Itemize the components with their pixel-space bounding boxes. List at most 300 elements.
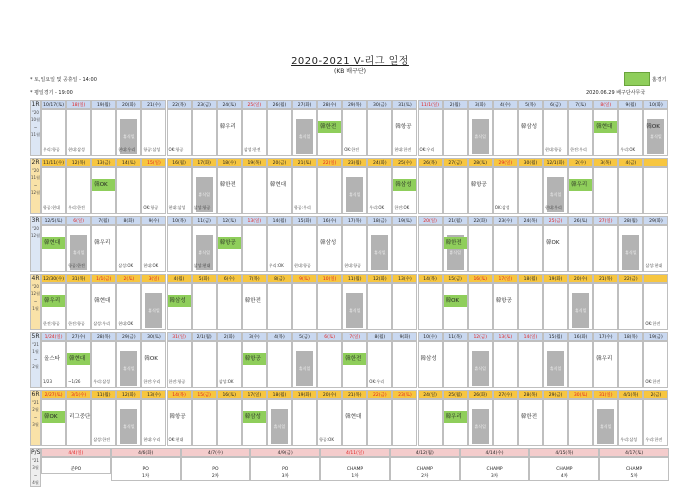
- schedule-day-cell: [192, 109, 217, 156]
- other-match: 현대:삼성: [68, 147, 85, 152]
- date-header: 25(일): [242, 100, 267, 109]
- date-header: 9(수): [141, 216, 166, 225]
- round-period: ~: [33, 183, 38, 188]
- other-match: 항공:한전: [68, 263, 85, 268]
- date-header: 12/5(토): [41, 216, 66, 225]
- date-header: 8(일): [593, 100, 618, 109]
- other-match: OK:삼성: [494, 205, 510, 210]
- date-header: 14(목): [418, 274, 443, 283]
- schedule-day-cell: [518, 283, 543, 330]
- round-period: ~: [33, 299, 38, 304]
- date-header: 21(월): [443, 216, 468, 225]
- round-period: ~: [33, 415, 38, 420]
- rest-day-marker: 휴식일: [70, 235, 87, 270]
- note-weekend-time: * 토,일요일 및 공휴일 - 14:00: [30, 77, 97, 83]
- other-match: 우리:OK: [620, 147, 636, 152]
- date-header: 1/24(일): [41, 332, 66, 341]
- date-header: 14(토): [116, 158, 141, 167]
- opponent-team: 韓현대: [269, 182, 287, 188]
- rest-day-marker: 휴식일: [296, 351, 313, 386]
- opponent-team: 韓항공: [470, 182, 487, 188]
- schedule-day-cell: [292, 283, 317, 330]
- date-header: 10/17(토): [41, 100, 66, 109]
- opponent-team: 韓현대: [44, 240, 61, 246]
- other-match: OK:항공: [168, 147, 184, 152]
- schedule-day-cell: [443, 167, 468, 214]
- date-header: 21(수): [141, 100, 166, 109]
- date-header: [643, 274, 668, 283]
- note-weekday-time: * 평일경기 - 19:00: [30, 90, 73, 96]
- opponent-team: 韓항공: [244, 356, 261, 362]
- postseason-game: [390, 457, 460, 481]
- round-period: ~: [33, 357, 38, 362]
- date-header: 29(일): [493, 158, 518, 167]
- other-match: 항공:현대: [43, 205, 60, 210]
- date-header: 5(목): [518, 100, 543, 109]
- date-header: 23(수): [493, 216, 518, 225]
- other-match: 삼성:항공: [193, 205, 211, 210]
- date-header: 13(수): [141, 390, 166, 399]
- round-period: ~: [33, 125, 38, 130]
- round-period: 11월: [31, 132, 40, 137]
- other-match: 삼성:우리: [93, 321, 110, 326]
- postseason-game-label: CHAMP: [626, 467, 643, 472]
- schedule-day-cell: [267, 341, 292, 388]
- opponent-team: 韓우리: [596, 356, 613, 362]
- schedule-day-cell: [167, 225, 192, 272]
- schedule-day-cell: [267, 109, 292, 156]
- date-header: 8(화): [116, 216, 141, 225]
- date-header: [643, 158, 668, 167]
- round-period: 1월: [32, 349, 39, 354]
- rest-day-marker: 휴식일: [547, 351, 564, 386]
- opponent-team: 韓항공: [395, 124, 412, 130]
- date-header: 2(토): [116, 274, 141, 283]
- rest-day-marker: 휴식일: [120, 409, 137, 444]
- date-header: 12(화): [116, 390, 141, 399]
- schedule-day-cell: [392, 225, 417, 272]
- rest-day-marker: 휴식일: [346, 177, 363, 212]
- rest-day-marker: 휴식일: [120, 351, 137, 386]
- date-header: 27(수): [493, 390, 518, 399]
- schedule-day-cell: [392, 341, 417, 388]
- date-header: 20(수): [317, 390, 342, 399]
- opponent-team: 韓한전: [345, 356, 362, 362]
- schedule-day-cell: [468, 167, 493, 214]
- date-header: 13(금): [91, 158, 116, 167]
- schedule-day-cell: [342, 399, 367, 446]
- other-match: 현대:한전: [394, 147, 412, 152]
- date-header: 9(월): [618, 100, 643, 109]
- date-header: 28(수): [317, 100, 342, 109]
- rest-day-marker: 휴식일: [145, 293, 162, 328]
- date-header: 4(월): [167, 274, 192, 283]
- postseason-game: [181, 457, 251, 481]
- postseason-date: 4/4(일): [41, 448, 111, 457]
- date-header: 11/1(일): [418, 100, 443, 109]
- schedule-day-cell: [543, 225, 568, 272]
- postseason-game-label: PO: [282, 467, 289, 472]
- schedule-day-cell: [518, 225, 543, 272]
- other-match: 우리:삼성: [620, 437, 638, 442]
- schedule-day-cell: [593, 341, 618, 388]
- postseason-label: P/S "21 3월 ~ 4월: [31, 449, 41, 485]
- date-header: 18(수): [217, 158, 242, 167]
- other-match: 우리:OK: [369, 205, 385, 210]
- schedule-day-cell: [242, 167, 267, 214]
- opponent-team: 韓한전: [445, 240, 462, 246]
- date-header: 31(일): [593, 390, 618, 399]
- schedule-day-cell: [91, 109, 116, 156]
- opponent-team: 韓OK: [44, 414, 58, 420]
- schedule-day-cell: [443, 109, 468, 156]
- date-header: 7(목): [242, 274, 267, 283]
- date-header: 12(토): [217, 216, 242, 225]
- postseason-date: 4/14(수): [460, 448, 530, 457]
- round-period: "21: [32, 400, 39, 405]
- date-header: 9(토): [292, 274, 317, 283]
- other-match: 현대:우리: [118, 147, 136, 152]
- date-header: 29(금): [116, 332, 141, 341]
- schedule-day-cell: [292, 399, 317, 446]
- date-header: 15(금): [192, 390, 217, 399]
- round-label: 5R "21 1월 ~ 2월: [30, 332, 41, 388]
- other-match: 삼성:OK: [118, 263, 134, 268]
- opponent-team: 韓삼성: [169, 298, 186, 304]
- other-match: OK:한전: [344, 147, 360, 152]
- opponent-team: 韓현대: [69, 356, 86, 362]
- date-header: 11(금): [192, 216, 217, 225]
- date-header: 30(토): [568, 390, 593, 399]
- schedule-day-cell: [418, 167, 443, 214]
- other-match: 현대:삼성: [168, 205, 186, 210]
- date-header: 13(토): [493, 332, 518, 341]
- date-header: 31(목): [66, 274, 91, 283]
- other-match: 우리:OK: [268, 263, 284, 268]
- schedule-day-cell: [267, 167, 292, 214]
- opponent-team: 韓우리: [94, 240, 111, 246]
- date-header: 11(월): [342, 274, 367, 283]
- schedule-day-cell: [543, 399, 568, 446]
- postseason-period: "21: [32, 458, 39, 463]
- schedule-day-cell: [593, 225, 618, 272]
- schedule-day-cell: [418, 341, 443, 388]
- date-header: 12/1(화): [543, 158, 568, 167]
- other-match: OK:우리: [369, 379, 385, 384]
- date-header: 7(월): [91, 216, 116, 225]
- date-header: 27(일): [593, 216, 618, 225]
- schedule-day-cell: [493, 341, 518, 388]
- postseason-game: [250, 457, 320, 481]
- rest-day-marker: 휴식일: [472, 119, 489, 154]
- schedule-day-cell: [217, 399, 242, 446]
- other-match: 삼성:OK: [218, 379, 234, 384]
- date-header: 1/1(금): [91, 274, 116, 283]
- postseason-game-label: CHAMP: [416, 467, 433, 472]
- date-header: 22(목): [167, 100, 192, 109]
- postseason-date: 4/6(화): [111, 448, 181, 457]
- date-header: 23(금): [192, 100, 217, 109]
- postseason-date: 4/17(토): [599, 448, 669, 457]
- postseason-game-label: 1차: [351, 474, 359, 479]
- postseason-game-label: 2차: [421, 474, 429, 479]
- schedule-day-cell: [518, 109, 543, 156]
- schedule-day-cell: [518, 167, 543, 214]
- other-match: OK:한전: [645, 379, 661, 384]
- other-match: 우리:한전: [68, 205, 85, 210]
- date-header: 10(목): [167, 216, 192, 225]
- other-match: 항공:삼성: [143, 147, 161, 152]
- opponent-team: 韓우리: [571, 182, 588, 188]
- schedule-day-cell: [493, 283, 518, 330]
- other-match: 현대:항공: [294, 263, 311, 268]
- date-header: 17(화): [192, 158, 217, 167]
- date-header: 8(금): [267, 274, 292, 283]
- schedule-day-cell: [192, 283, 217, 330]
- page-title: 2020-2021 V-리그 일정: [291, 56, 409, 67]
- schedule-day-cell: [367, 283, 392, 330]
- other-match: 항공:우리: [294, 205, 311, 210]
- rest-day-marker: 휴식일: [472, 351, 489, 386]
- opponent-team: 리그중단: [69, 414, 91, 420]
- opponent-team: 韓우리: [219, 124, 236, 130]
- date-header: 20(금): [267, 158, 292, 167]
- opponent-team: 韓삼성: [395, 182, 412, 188]
- schedule-day-cell: [518, 399, 543, 446]
- opponent-team: 韓삼성: [520, 124, 538, 130]
- rest-day-marker: 휴식일: [622, 235, 639, 270]
- legend-home-label: 홈경기: [652, 77, 667, 83]
- date-header: 31(토): [392, 100, 417, 109]
- round-label: 1R "20 10월 ~ 11월: [30, 100, 41, 156]
- date-header: 4(수): [493, 100, 518, 109]
- other-match: 우리:항공: [43, 147, 60, 152]
- schedule-day-cell: [66, 399, 91, 446]
- postseason-game-label: 준PO: [70, 467, 82, 472]
- date-header: 22(금): [367, 390, 392, 399]
- schedule-day-cell: [317, 167, 342, 214]
- date-header: 21(목): [342, 390, 367, 399]
- schedule-day-cell: [618, 283, 643, 330]
- opponent-team: 韓항공: [169, 414, 186, 420]
- schedule-grid: [30, 100, 669, 485]
- round-period: "20: [32, 226, 39, 231]
- date-header: 6(수): [217, 274, 242, 283]
- rest-day-marker: 휴식일: [572, 293, 589, 328]
- postseason-period: 3월: [32, 465, 39, 470]
- date-header: 17(수): [593, 332, 618, 341]
- date-header: 19(월): [91, 100, 116, 109]
- postseason-game-label: CHAMP: [486, 467, 503, 472]
- date-header: 25(금): [543, 216, 568, 225]
- rest-day-marker: 휴식일: [371, 235, 388, 270]
- date-header: 19(화): [543, 274, 568, 283]
- date-header: 17(일): [242, 390, 267, 399]
- date-header: 23(월): [342, 158, 367, 167]
- date-header: 19(목): [242, 158, 267, 167]
- other-match: 삼성:현대: [645, 263, 663, 268]
- date-header: 25(월): [443, 390, 468, 399]
- postseason-date: 4/7(수): [181, 448, 251, 457]
- date-header: 3(화): [468, 100, 493, 109]
- schedule-day-cell: [418, 399, 443, 446]
- date-header: 15(월): [543, 332, 568, 341]
- date-header: 10(일): [317, 274, 342, 283]
- legend-home-swatch: [624, 72, 650, 86]
- round-label: 3R "20 12월: [30, 216, 41, 272]
- date-header: 19(금): [643, 332, 668, 341]
- postseason-game: [41, 457, 111, 474]
- date-header: 29(목): [342, 100, 367, 109]
- date-header: 28(월): [618, 216, 643, 225]
- opponent-team: 韓현대: [94, 298, 111, 304]
- schedule-day-cell: [468, 225, 493, 272]
- date-header: 2(월): [443, 100, 468, 109]
- other-match: 현대:OK: [143, 263, 159, 268]
- schedule-day-cell: [493, 109, 518, 156]
- schedule-day-cell: [217, 109, 242, 156]
- round-period: 11월: [31, 175, 40, 180]
- round-label: 2R "20 11월 ~ 12월: [30, 158, 41, 214]
- round-period: 2월: [32, 407, 39, 412]
- opponent-team: 韓삼성: [420, 356, 437, 362]
- opponent-team: 韓OK: [144, 356, 158, 362]
- date-header: 10(화): [643, 100, 668, 109]
- rest-day-marker: 휴식일: [447, 235, 464, 270]
- date-header: 6(금): [543, 100, 568, 109]
- rest-day-marker: 휴식일: [597, 409, 614, 444]
- date-header: 4/1(목): [618, 390, 643, 399]
- date-header: 12(목): [66, 158, 91, 167]
- date-header: 18(일): [66, 100, 91, 109]
- rest-day-marker: 휴식일: [120, 119, 137, 154]
- other-match: 한전:항공: [68, 321, 85, 326]
- opponent-team: 韓현대: [345, 414, 362, 420]
- date-header: 24(토): [217, 100, 242, 109]
- rest-day-marker: 휴식일: [472, 409, 489, 444]
- postseason-game-label: 5차: [630, 474, 638, 479]
- other-match: 우리:삼성: [93, 379, 110, 384]
- date-header: 16(화): [568, 332, 593, 341]
- date-header: 14(월): [267, 216, 292, 225]
- date-header: 11(월): [91, 390, 116, 399]
- other-match: 삼성:현대: [193, 263, 211, 268]
- date-header: 6(토): [317, 332, 342, 341]
- date-header: 18(금): [367, 216, 392, 225]
- postseason-date: 4/15(목): [529, 448, 599, 457]
- date-header: 22(금): [618, 274, 643, 283]
- date-header: 27(금): [443, 158, 468, 167]
- rest-day-marker: 휴식일: [647, 119, 664, 154]
- schedule-day-cell: [317, 225, 342, 272]
- other-match: OK:한전: [645, 321, 661, 326]
- date-header: 26(화): [468, 390, 493, 399]
- date-header: 8(월): [367, 332, 392, 341]
- postseason-game: [320, 457, 390, 481]
- date-header: 3(목): [593, 158, 618, 167]
- date-header: 15(화): [292, 216, 317, 225]
- date-header: 10(수): [418, 332, 443, 341]
- other-match: 현대:우리: [545, 205, 562, 210]
- opponent-team: 韓삼성: [320, 240, 337, 246]
- round-period: "20: [32, 110, 39, 115]
- opponent-team: 韓OK: [546, 240, 560, 246]
- postseason-game-label: 1차: [142, 474, 150, 479]
- other-match: OK:항공: [143, 205, 159, 210]
- opponent-team: 韓OK: [94, 182, 108, 188]
- rest-day-marker: 휴식일: [296, 119, 313, 154]
- schedule-day-cell: [568, 399, 593, 446]
- schedule-day-cell: [618, 341, 643, 388]
- schedule-day-cell: [217, 283, 242, 330]
- other-match: 우리:한전: [645, 437, 663, 442]
- schedule-day-cell: [392, 399, 417, 446]
- date-header: 9(화): [392, 332, 417, 341]
- round-period: 1월: [32, 306, 39, 311]
- date-header: 31(일): [167, 332, 192, 341]
- schedule-day-cell: [518, 341, 543, 388]
- date-header: 20(일): [418, 216, 443, 225]
- postseason-date: 4/9(금): [250, 448, 320, 457]
- other-match: 현대:항공: [545, 147, 562, 152]
- opponent-team: 韓항공: [495, 298, 512, 304]
- schedule-day-cell: [317, 283, 342, 330]
- opponent-team: 韓항공: [219, 240, 236, 246]
- date-header: 15(일): [141, 158, 166, 167]
- other-match: OK:현대: [168, 437, 184, 442]
- rest-day-marker: 휴식일: [271, 409, 288, 444]
- date-header: 21(토): [292, 158, 317, 167]
- opponent-team: 韓한전: [219, 182, 236, 188]
- schedule-day-cell: [192, 399, 217, 446]
- date-header: 25(수): [392, 158, 417, 167]
- other-match: 현대:OK: [118, 321, 134, 326]
- rest-day-marker: 휴식일: [346, 293, 363, 328]
- other-match: 한전:항공: [43, 321, 60, 326]
- schedule-day-cell: [217, 167, 242, 214]
- postseason-game-label: 2차: [211, 474, 220, 479]
- opponent-team: 韓우리: [44, 298, 61, 304]
- schedule-day-cell: [493, 399, 518, 446]
- date-header: 3(수): [242, 332, 267, 341]
- date-header: 19(토): [392, 216, 417, 225]
- round-period: 3월: [32, 422, 39, 427]
- date-header: 4(금): [618, 158, 643, 167]
- postseason-game: [111, 457, 181, 481]
- other-match: 1/23: [43, 379, 52, 384]
- date-header: 3/1(수): [66, 390, 91, 399]
- date-header: 12(금): [468, 332, 493, 341]
- date-header: 16(토): [217, 390, 242, 399]
- postseason-game-label: 3차: [281, 474, 289, 479]
- rest-day-marker: 휴식일: [196, 235, 213, 270]
- date-header: 2/27(토): [41, 390, 66, 399]
- postseason-date: 4/12(월): [390, 448, 460, 457]
- round-label: 4R "20 12월 ~ 1월: [30, 274, 41, 330]
- date-header: 27(수): [66, 332, 91, 341]
- schedule-day-cell: [116, 167, 141, 214]
- schedule-day-cell: [192, 341, 217, 388]
- postseason-period: 4월: [32, 480, 39, 485]
- page-subtitle: (KB 배구단): [333, 68, 367, 75]
- schedule-day-cell: [418, 225, 443, 272]
- date-header: 5(화): [192, 274, 217, 283]
- date-header: 11(목): [443, 332, 468, 341]
- issue-date: 2020.06.29 배구단사무국: [586, 90, 646, 96]
- schedule-day-cell: [568, 225, 593, 272]
- opponent-team: 韓OK: [646, 124, 660, 130]
- postseason-game-label: 4차: [560, 474, 568, 479]
